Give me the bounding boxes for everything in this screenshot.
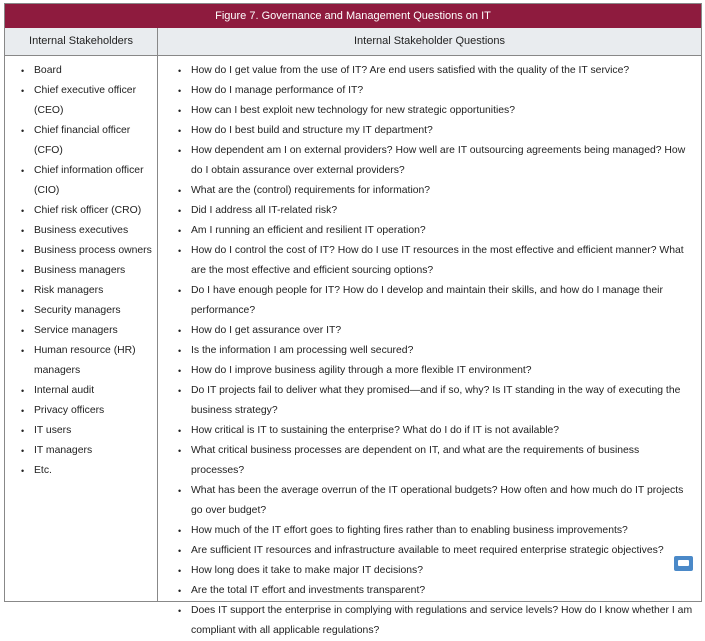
bullet-icon: • [21,166,25,176]
bullet-icon: • [21,406,25,416]
bullet-icon: • [21,126,25,136]
question-text: How critical is IT to sustaining the enterprise? What do I do if IT is not available? [191,425,560,436]
question-list-item [178,341,693,361]
stakeholder-list-item [21,441,153,461]
figure-table [4,3,702,636]
bullet-icon: • [21,326,25,336]
question-list-item [178,281,693,321]
bullet-icon: • [178,106,182,116]
question-list-item [178,421,693,441]
question-list-item [178,141,693,181]
question-text: How long does it take to make major IT decisions? [191,565,423,576]
bullet-icon: • [21,426,25,436]
question-text: Do IT projects fail to deliver what they promised—and if so, why? Is IT standing in the way of executing the business strategy? [191,385,681,416]
questions-column [158,56,701,636]
stakeholder-label: Business process owners [34,245,152,256]
question-text: How do I improve business agility through a more flexible IT environment? [191,365,532,376]
stakeholder-label: Internal audit [34,385,95,396]
bullet-icon: • [178,586,182,596]
question-text: How do I best build and structure my IT department? [191,125,433,136]
bullet-icon: • [178,326,182,336]
question-text: How do I control the cost of IT? How do I use IT resources in the most effective and efficient manner? What are the most effective and efficient sourcing options? [191,245,684,276]
stakeholder-list-item [21,301,153,321]
bullet-icon: • [178,146,182,156]
question-list-item [178,521,693,541]
header-stakeholder-questions: Internal Stakeholder Questions [353,35,506,47]
bullet-icon: • [178,366,182,376]
bullet-icon: • [178,186,182,196]
bullet-icon: • [178,246,182,256]
bullet-icon: • [178,346,182,356]
stakeholder-list-item [21,221,153,241]
bullet-icon: • [178,546,182,556]
bullet-icon: • [21,346,25,356]
stakeholder-list-item [21,461,153,481]
bullet-icon: • [178,426,182,436]
stakeholder-label: Board [34,65,62,76]
question-list-item [178,241,693,281]
stakeholder-label: Business executives [34,225,129,236]
stakeholder-list-item [21,261,153,281]
header-internal-stakeholders: Internal Stakeholders [5,28,158,55]
question-list-item [178,81,693,101]
stakeholder-list-item [21,321,153,341]
question-list-item [178,581,693,601]
stakeholder-label: Chief risk officer (CRO) [34,205,142,216]
question-list-item [178,221,693,241]
stakeholder-label: IT managers [34,445,93,456]
figure-title: Figure 7. Governance and Management Questions on IT [5,4,701,28]
stakeholder-label: Human resource (HR) managers [34,345,136,376]
stakeholder-label: Security managers [34,305,121,316]
stakeholder-label: IT users [34,425,72,436]
stakeholder-list-item [21,281,153,301]
header-row [5,28,701,56]
question-text: Is the information I am processing well secured? [191,345,414,356]
bullet-icon: • [178,606,182,616]
question-text: What are the (control) requirements for information? [191,185,431,196]
question-text: How much of the IT effort goes to fighting fires rather than to enabling business improvements? [191,525,628,536]
bullet-icon: • [21,246,25,256]
bullet-icon: • [21,306,25,316]
question-list-item [178,181,693,201]
question-text: How dependent am I on external providers? How well are IT outsourcing agreements being managed? How do I obtain assurance over external providers? [191,145,686,176]
bullet-icon: • [21,466,25,476]
stakeholder-list-item [21,381,153,401]
bullet-icon: • [178,486,182,496]
question-list-item [178,121,693,141]
stakeholder-list-item [21,121,153,161]
stakeholder-list-item [21,81,153,121]
stakeholder-label: Chief financial officer (CFO) [34,125,131,156]
bullet-icon: • [178,566,182,576]
stakeholder-label: Etc. [34,465,52,476]
stakeholder-list-item [21,61,153,81]
bullet-icon: • [178,126,182,136]
question-text: How do I get assurance over IT? [191,325,342,336]
question-list-item [178,61,693,81]
bullet-icon: • [178,526,182,536]
stakeholder-label: Risk managers [34,285,104,296]
stakeholder-list-item [21,401,153,421]
question-list-item [178,441,693,481]
question-list-item [178,561,693,581]
question-text: How can I best exploit new technology for new strategic opportunities? [191,105,516,116]
bullet-icon: • [21,226,25,236]
stakeholder-list-item [21,201,153,221]
question-text: Do I have enough people for IT? How do I develop and maintain their skills, and how do I manage their performance? [191,285,663,316]
body-row [5,56,701,636]
question-text: How do I manage performance of IT? [191,85,364,96]
stakeholder-label: Business managers [34,265,126,276]
question-text: How do I get value from the use of IT? Are end users satisfied with the quality of the IT service? [191,65,630,76]
question-text: Are sufficient IT resources and infrastructure available to meet required enterprise strategic objectives? [191,545,664,556]
stakeholder-label: Chief executive officer (CEO) [34,85,137,116]
stakeholder-list-item [21,341,153,381]
question-text: Are the total IT effort and investments transparent? [191,585,426,596]
stakeholders-list [5,56,157,481]
bullet-icon: • [178,226,182,236]
bullet-icon: • [21,286,25,296]
question-text: What critical business processes are dependent on IT, and what are the requirements of business processes? [191,445,640,476]
stakeholder-label: Privacy officers [34,405,105,416]
bullet-icon: • [178,66,182,76]
question-list-item [178,321,693,341]
stakeholder-list-item [21,421,153,441]
bullet-icon: • [21,386,25,396]
question-list-item [178,481,693,521]
bullet-icon: • [178,206,182,216]
bullet-icon: • [21,86,25,96]
bullet-icon: • [21,446,25,456]
bullet-icon: • [178,286,182,296]
question-list-item [178,381,693,421]
question-text: Am I running an efficient and resilient IT operation? [191,225,426,236]
questions-list [158,56,701,641]
question-list-item [178,201,693,221]
bullet-icon: • [21,266,25,276]
chat-icon[interactable] [674,556,693,571]
bullet-icon: • [21,66,25,76]
stakeholder-list-item [21,161,153,201]
question-text: Does IT support the enterprise in complying with regulations and service levels? How do I know whether I am compliant with all applicable regulations? [191,605,693,636]
bullet-icon: • [178,86,182,96]
bullet-icon: • [21,206,25,216]
question-list-item [178,541,693,561]
stakeholders-column [5,56,158,602]
bullet-icon: • [178,386,182,396]
question-list-item [178,101,693,121]
stakeholder-label: Service managers [34,325,118,336]
question-list-item [178,601,693,641]
question-text: Did I address all IT-related risk? [191,205,338,216]
stakeholder-label: Chief information officer (CIO) [34,165,144,196]
bullet-icon: • [178,446,182,456]
question-list-item [178,361,693,381]
question-text: What has been the average overrun of the IT operational budgets? How often and how much do IT projects go over budget? [191,485,684,516]
stakeholder-list-item [21,241,153,261]
